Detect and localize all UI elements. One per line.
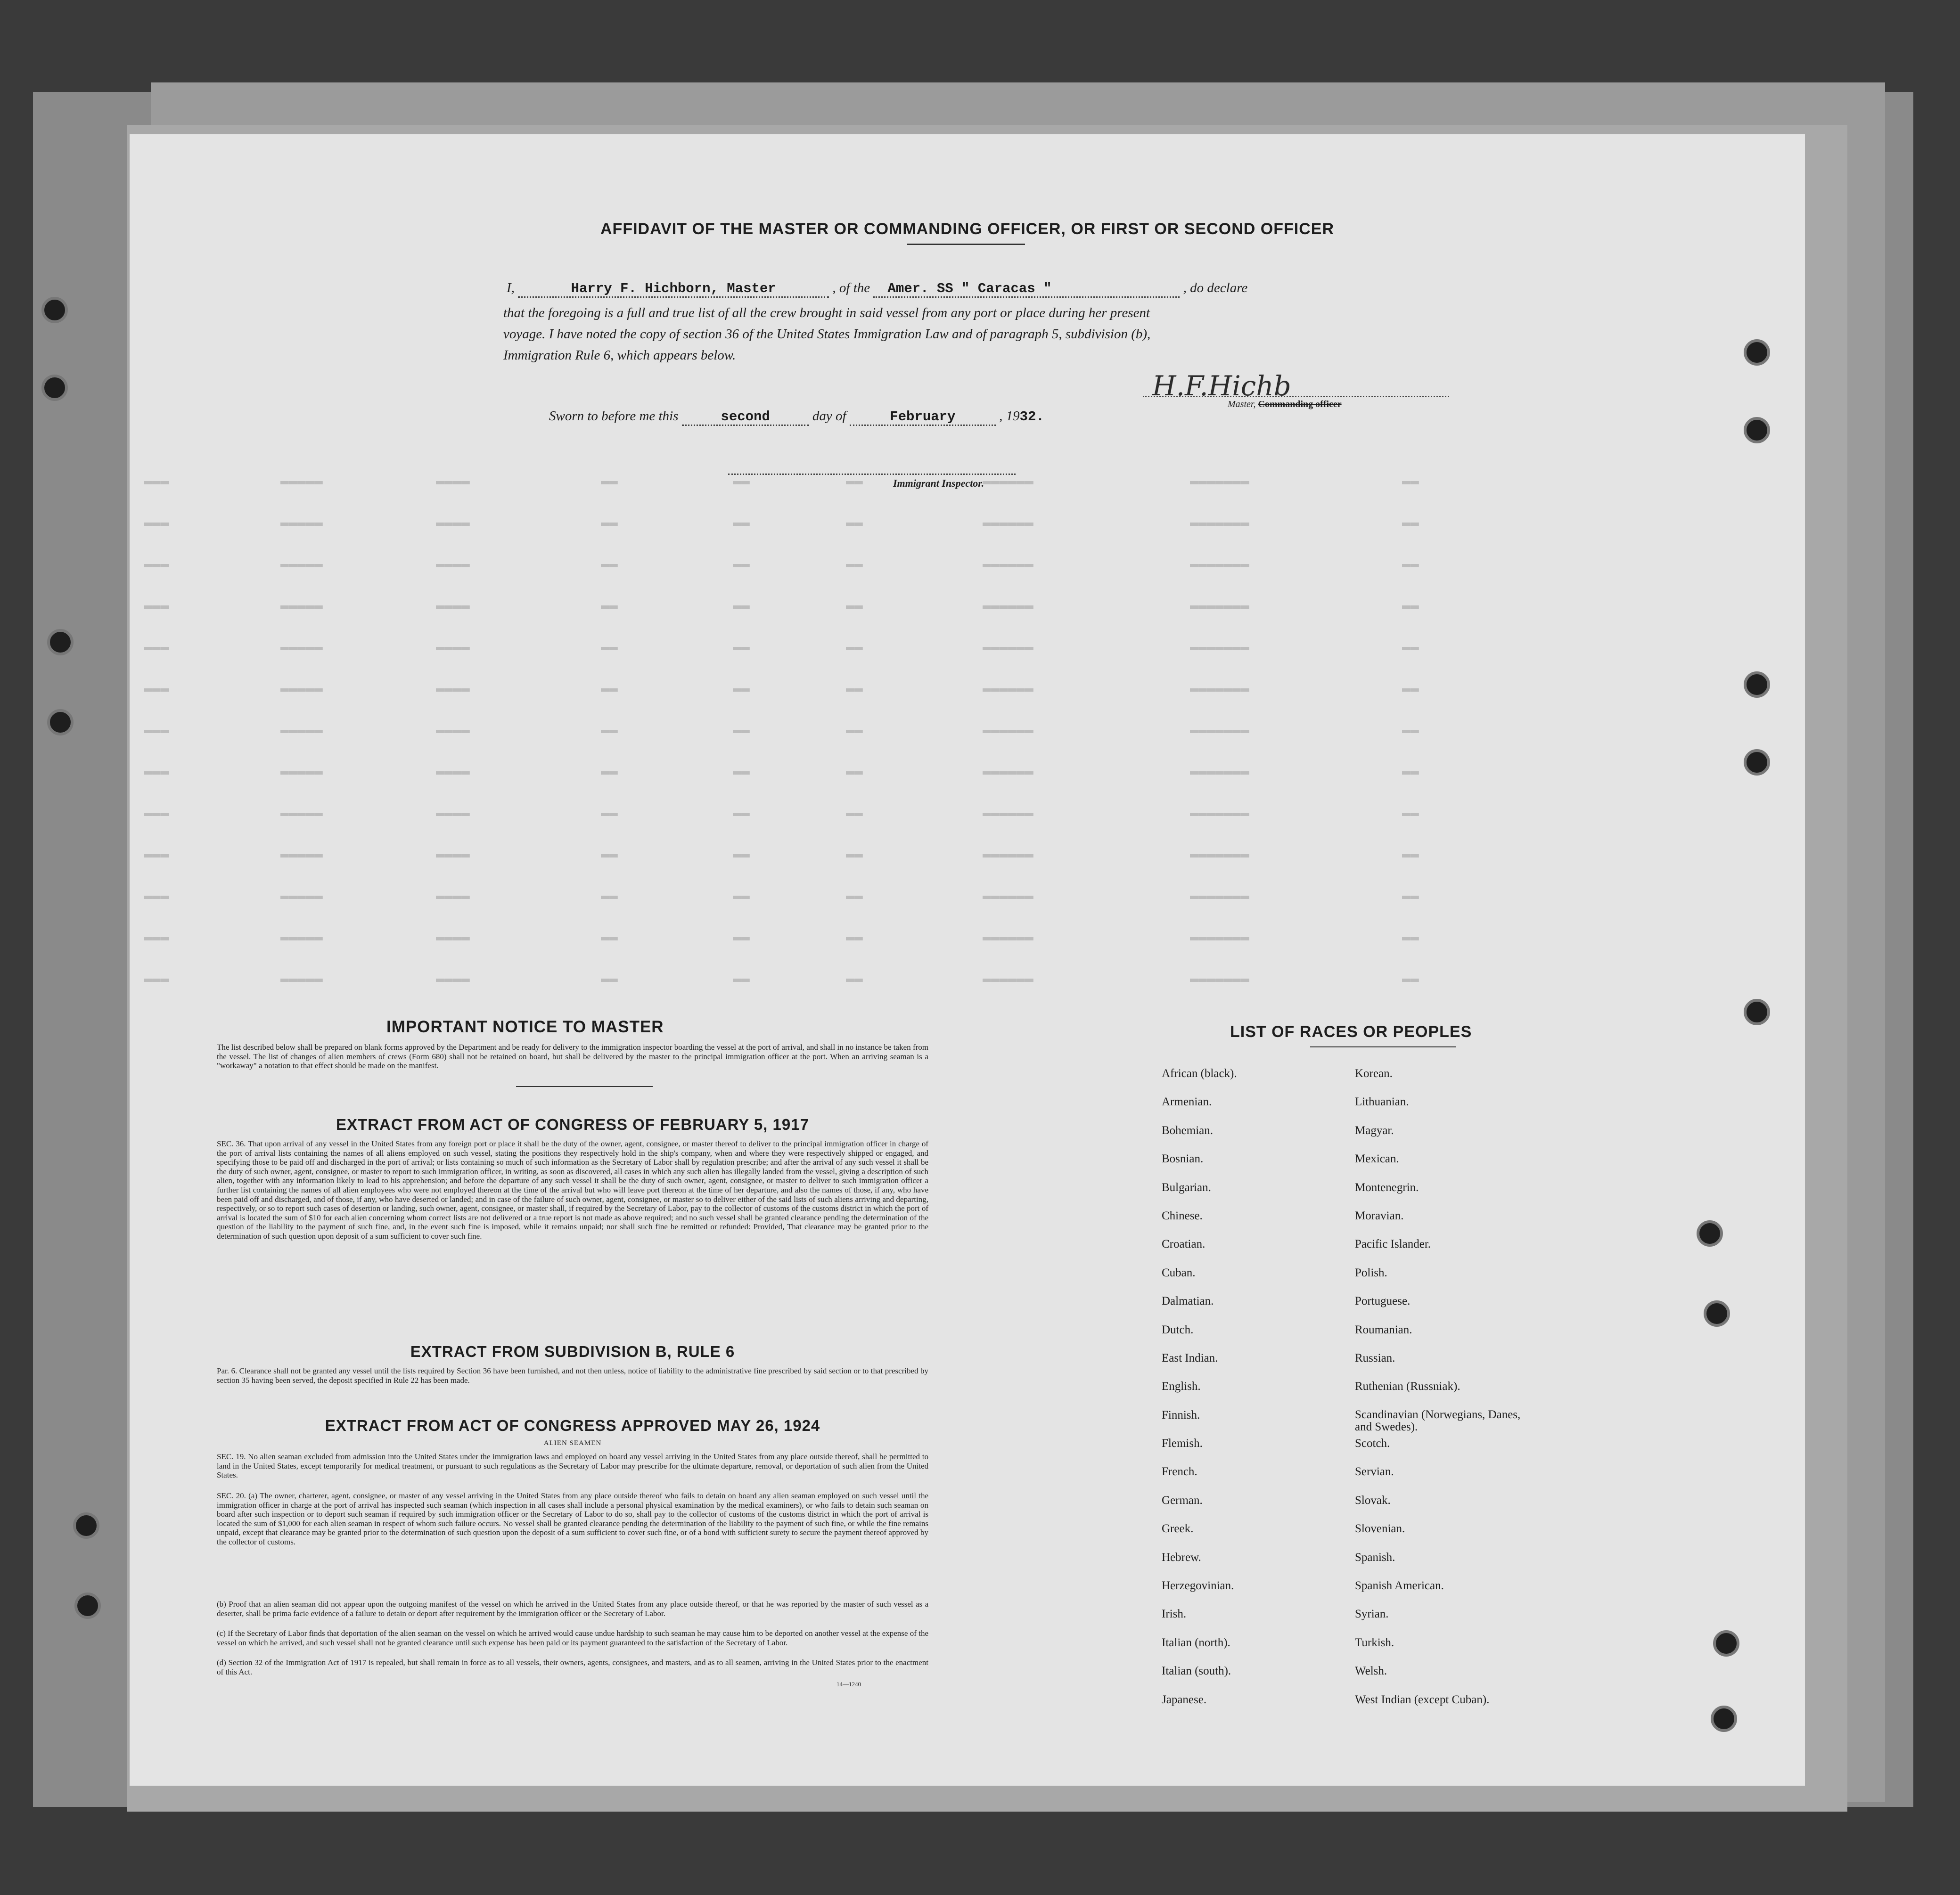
extract-1924-sec20c: (c) If the Secretary of Labor finds that deportation of the alien seaman on the vessel on which he arrived would cause undue hardship to such seaman he may cause him to be deported on another vessel at the expense of the vessel on which he arrived, and such vessel shall not be granted clearance until such expense has been paid or its payment guaranteed to the satisfaction of the Secretary of Labor.: [217, 1629, 928, 1647]
bleed-through-mark: ▬▬▬▬▬▬▬: [1190, 598, 1250, 614]
bleed-through-mark: ▬▬▬▬: [436, 598, 470, 614]
race-item: Syrian.: [1355, 1608, 1389, 1621]
bleed-through-mark: ▬▬▬▬▬: [280, 971, 323, 987]
bleed-through-mark: ▬▬▬▬▬▬: [983, 722, 1034, 738]
bleed-through-mark: ▬▬▬▬▬▬▬: [1190, 515, 1250, 531]
race-item: Italian (north).: [1162, 1636, 1230, 1649]
race-item: Slovenian.: [1355, 1522, 1405, 1536]
bleed-through-mark: ▬▬: [1402, 639, 1419, 655]
year-prefix: , 19: [999, 408, 1020, 424]
bleed-through-mark: ▬▬: [846, 598, 863, 614]
bleed-through-mark: ▬▬▬▬▬▬▬: [1190, 556, 1250, 572]
binder-hole: [41, 375, 68, 401]
manifest-page: [130, 134, 1805, 1786]
extract-1924-sec19: SEC. 19. No alien seaman excluded from admission into the United States under the immigration laws and employed on board any vessel arriving in the United States from any place outside thereof, shall be permitted to land in the United States, except temporarily for medical treatment, or pursuant to such regulations as the Secretary of Labor may prescribe for the ultimate departure, removal, or deportation of such alien from the United States.: [217, 1452, 928, 1480]
race-item: Bulgarian.: [1162, 1181, 1211, 1194]
bleed-through-mark: ▬▬: [733, 764, 750, 780]
extract-rule6-text: Par. 6. Clearance shall not be granted any vessel until the lists required by Section 36 have been furnished, and not then unless, notice of liability to the administrative fine prescribed by said section or to that prescribed by section 35 having been served, the deposit specified in Rule 22 has been made.: [217, 1366, 928, 1385]
declaration-statement: [503, 302, 1573, 366]
extract-1924-sec20b: (b) Proof that an alien seaman did not appear upon the outgoing manifest of the vessel on which he arrived in the United States from any place outside thereof, or that he was reported by the master of such vessel as a deserter, shall be prima facie evidence of a failure to detain or deport after requirement by the immigration officer or the Secretary of Labor.: [217, 1600, 928, 1618]
bleed-through-mark: ▬▬▬▬: [436, 764, 470, 780]
bleed-through-mark: ▬▬: [733, 888, 750, 904]
bleed-through-mark: ▬▬▬: [144, 847, 170, 863]
bleed-through-mark: ▬▬▬: [144, 805, 170, 821]
bleed-through-mark: ▬▬: [846, 722, 863, 738]
title-rule: [907, 244, 1025, 245]
bleed-through-mark: ▬▬▬▬▬▬: [983, 515, 1034, 531]
bleed-through-mark: ▬▬: [601, 888, 618, 904]
bleed-through-mark: ▬▬: [1402, 930, 1419, 946]
bleed-through-mark: ▬▬▬▬▬: [280, 722, 323, 738]
bleed-through-mark: ▬▬: [601, 474, 618, 490]
bleed-through-mark: ▬▬: [1402, 847, 1419, 863]
inspector-signature-line: [728, 474, 1016, 475]
bleed-through-mark: ▬▬▬▬▬▬: [983, 764, 1034, 780]
vessel-name: Amer. SS " Caracas ": [873, 281, 1180, 298]
bleed-through-mark: ▬▬▬▬: [436, 971, 470, 987]
race-item: Spanish.: [1355, 1551, 1395, 1564]
race-item: Slovak.: [1355, 1494, 1391, 1507]
race-item: Roumanian.: [1355, 1323, 1412, 1336]
bleed-through-mark: ▬▬▬: [144, 474, 170, 490]
bleed-through-mark: ▬▬▬▬▬▬▬: [1190, 805, 1250, 821]
bleed-through-mark: ▬▬▬▬▬▬: [983, 681, 1034, 697]
bleed-through-mark: ▬▬▬▬: [436, 847, 470, 863]
bleed-through-mark: ▬▬: [601, 805, 618, 821]
struck-caption: Commanding officer: [1258, 399, 1342, 409]
race-item: Moravian.: [1355, 1209, 1404, 1222]
i-label: I,: [507, 280, 515, 295]
race-item: Bohemian.: [1162, 1124, 1214, 1137]
extract-1924-subtitle: ALIEN SEAMEN: [543, 1439, 602, 1447]
notice-title: IMPORTANT NOTICE TO MASTER: [386, 1018, 664, 1036]
bleed-through-mark: ▬▬▬: [144, 556, 170, 572]
bleed-through-mark: ▬▬▬▬▬▬: [983, 847, 1034, 863]
bleed-through-mark: ▬▬: [1402, 805, 1419, 821]
race-item: Scandinavian (Norwegians, Danes, and Swedes).: [1355, 1408, 1521, 1433]
of-the-label: , of the: [832, 280, 870, 295]
bleed-through-mark: ▬▬: [846, 639, 863, 655]
race-item: West Indian (except Cuban).: [1355, 1693, 1490, 1706]
bleed-through-mark: ▬▬: [1402, 598, 1419, 614]
bleed-through-mark: ▬▬▬▬: [436, 722, 470, 738]
bleed-through-mark: ▬▬▬▬▬: [280, 681, 323, 697]
binder-hole: [74, 1593, 101, 1619]
bleed-through-mark: ▬▬▬▬▬: [280, 474, 323, 490]
affidavit-title: AFFIDAVIT OF THE MASTER OR COMMANDING OFFICER, OR FIRST OR SECOND OFFICER: [600, 220, 1334, 238]
extract-rule6-title: EXTRACT FROM SUBDIVISION B, RULE 6: [410, 1343, 735, 1360]
bleed-through-mark: ▬▬: [733, 474, 750, 490]
bleed-through-mark: ▬▬: [733, 515, 750, 531]
bleed-through-mark: ▬▬▬: [144, 930, 170, 946]
bleed-through-mark: ▬▬: [601, 639, 618, 655]
declaration-line: [507, 280, 1567, 298]
bleed-through-mark: ▬▬: [733, 722, 750, 738]
bleed-through-mark: ▬▬▬▬: [436, 639, 470, 655]
bleed-through-mark: ▬▬▬▬▬▬▬: [1190, 474, 1250, 490]
bleed-through-mark: ▬▬: [733, 598, 750, 614]
bleed-through-mark: ▬▬▬▬▬▬▬: [1190, 847, 1250, 863]
bleed-through-mark: ▬▬▬▬▬▬▬: [1190, 888, 1250, 904]
bleed-through-mark: ▬▬: [733, 847, 750, 863]
race-item: Dutch.: [1162, 1323, 1194, 1336]
statement-line: that the foregoing is a full and true list of all the crew brought in said vessel from any port or place during her present: [503, 305, 1150, 320]
master-signature: H.F.Hichb: [1152, 370, 1291, 402]
bleed-through-mark: ▬▬: [733, 556, 750, 572]
sworn-day: second: [682, 409, 809, 426]
race-item: Korean.: [1355, 1067, 1393, 1080]
binder-hole: [73, 1512, 99, 1539]
bleed-through-mark: ▬▬▬▬▬▬▬: [1190, 930, 1250, 946]
race-item: French.: [1162, 1465, 1197, 1478]
binder-hole: [1711, 1706, 1737, 1732]
bleed-through-mark: ▬▬▬: [144, 639, 170, 655]
race-item: Finnish.: [1162, 1408, 1200, 1421]
bleed-through-mark: ▬▬: [846, 681, 863, 697]
bleed-through-mark: ▬▬▬: [144, 888, 170, 904]
binder-hole: [1697, 1220, 1723, 1247]
race-item: Polish.: [1355, 1266, 1387, 1279]
race-item: Japanese.: [1162, 1693, 1207, 1706]
bleed-through-mark: ▬▬▬▬▬: [280, 805, 323, 821]
bleed-through-mark: ▬▬▬▬▬: [280, 598, 323, 614]
races-right-column: [1355, 1067, 1525, 1722]
race-item: Cuban.: [1162, 1266, 1196, 1279]
race-item: Italian (south).: [1162, 1665, 1231, 1678]
statement-line: voyage. I have noted the copy of section 36 of the United States Immigration Law and of paragraph 5, subdivision (b),: [503, 327, 1151, 342]
race-item: Pacific Islander.: [1355, 1238, 1431, 1251]
bleed-through-mark: ▬▬: [1402, 722, 1419, 738]
extract-1917-text: SEC. 36. That upon arrival of any vessel in the United States from any foreign port or place it shall be the duty of the owner, agent, consignee, or master thereof to deliver to the principal immigration officer in charge of the port of arrival lists containing the names of all aliens employed on such vessel, stating the positions they respectively hold in the ship's company, when and where they were respectively shipped or engaged, and specifying those to be paid off and discharged in the port of arrival; or lists containing so much of such information as the Secretary of Labor shall by regulation prescribe; and after the arrival of any such vessel it shall be the duty of such owner, agent, consignee, or master to report to such immigration officer, in writing, as soon as discovered, all cases in which any such alien has illegally landed from the vessel, giving a description of such alien, together with any information likely to lead to his apprehension; and before the departure of any such vessel it shall be the duty of such owner, agent, consignee, or master to deliver to such immigration officer a further list containing the names of all alien employees who were not employed thereon at the time of the arrival but who will leave port thereon at the time of her departure, and also the names of those, if any, who have been paid off and discharged, and of those, if any, who have deserted or landed; and in case of the failure of such owner, agent, consignee, or master so to deliver either of the said lists of such aliens arriving and departing, respectively, or so to report such cases of desertion or landing, such owner, agent, consignee, or master shall, if required by the Secretary of Labor, pay to the collector of customs of the customs district in which the port of arrival is located the sum of $10 for each alien concerning whom correct lists are not delivered or a true report is not made as above required; and no such vessel shall be granted clearance pending the determination of the question of the liability to the payment of such fine, and, in the event such fine is imposed, while it remains unpaid; nor shall such fine be remitted or refunded: Provided, That clearance may be granted prior to the determination of such question upon deposit of a sum sufficient to cover such fine.: [217, 1139, 928, 1241]
extract-1924-sec20a: SEC. 20. (a) The owner, charterer, agent, consignee, or master of any vessel arriving in the United States from any place outside thereof who fails to detain on board any alien seaman employed on such vessel until the immigration officer in charge at the port of arrival has inspected such seaman (which inspection in all cases shall include a personal physical examination by the medical examiners), or who fails to detain such seaman on board after such inspection or to deport such seaman if required by such immigration officer or the Secretary of Labor to do so, shall pay to the collector of customs of the customs district in which the port of arrival is located the sum of $1,000 for each alien seaman in respect of whom such failure occurs. No vessel shall be granted clearance pending the determination of the liability to the payment of such fine, or while the fine remains unpaid, except that clearance may be granted prior to the determination of such question upon the deposit of a sum sufficient to cover such fine, or of a bond with sufficient surety to secure the payment thereof approved by the collector of customs.: [217, 1491, 928, 1546]
bleed-through-mark: ▬▬▬▬▬▬: [983, 805, 1034, 821]
bleed-through-mark: ▬▬: [1402, 971, 1419, 987]
race-item: Welsh.: [1355, 1665, 1387, 1678]
bleed-through-mark: ▬▬: [601, 515, 618, 531]
bleed-through-mark: ▬▬▬▬▬: [280, 764, 323, 780]
bleed-through-mark: ▬▬▬: [144, 598, 170, 614]
form-number: 14—1240: [836, 1681, 861, 1688]
day-of-label: day of: [812, 408, 846, 424]
bleed-through-mark: ▬▬: [1402, 474, 1419, 490]
inspector-label: Immigrant Inspector.: [893, 477, 984, 489]
bleed-through-mark: ▬▬▬: [144, 971, 170, 987]
bleed-through-mark: ▬▬: [1402, 764, 1419, 780]
bleed-through-mark: ▬▬: [1402, 556, 1419, 572]
bleed-through-mark: ▬▬▬▬▬▬: [983, 888, 1034, 904]
sworn-month: February: [850, 409, 996, 426]
declarant-name: Harry F. Hichborn, Master: [518, 281, 829, 298]
bleed-through-mark: ▬▬▬: [144, 515, 170, 531]
bleed-through-mark: ▬▬▬▬: [436, 930, 470, 946]
races-title: LIST OF RACES OR PEOPLES: [1230, 1023, 1472, 1041]
race-item: English.: [1162, 1380, 1201, 1393]
race-item: Greek.: [1162, 1522, 1194, 1536]
bleed-through-mark: ▬▬: [601, 556, 618, 572]
bleed-through-mark: ▬▬: [846, 805, 863, 821]
signature-line: [1143, 396, 1449, 397]
races-left-column: [1162, 1067, 1237, 1722]
race-item: Dalmatian.: [1162, 1295, 1214, 1308]
bleed-through-mark: ▬▬▬▬: [436, 681, 470, 697]
bleed-through-mark: ▬▬: [601, 930, 618, 946]
bleed-through-mark: ▬▬▬▬▬: [280, 639, 323, 655]
race-item: Irish.: [1162, 1608, 1187, 1621]
binder-hole: [1744, 671, 1770, 698]
bleed-through-mark: ▬▬: [846, 764, 863, 780]
bleed-through-mark: ▬▬▬▬: [436, 515, 470, 531]
bleed-through-mark: ▬▬▬▬▬▬: [983, 639, 1034, 655]
race-item: East Indian.: [1162, 1351, 1218, 1364]
race-item: Spanish American.: [1355, 1579, 1444, 1593]
bleed-through-mark: ▬▬: [733, 639, 750, 655]
bleed-through-mark: ▬▬: [733, 930, 750, 946]
sworn-line: [549, 408, 1044, 426]
bleed-through-mark: ▬▬▬: [144, 681, 170, 697]
binder-hole: [47, 709, 74, 735]
binder-hole: [41, 297, 68, 323]
binder-hole: [1744, 339, 1770, 366]
notice-text: The list described below shall be prepared on blank forms approved by the Department and be ready for delivery to the immigration inspector boarding the vessel at the port of arrival, and shall in no instance be taken from the vessel. The list of changes of alien members of crews (Form 680) shall not be retained on board, but shall be delivered by the master to the principal immigration officer at the port. When an arriving seaman is a "workaway" a notation to that effect should be made on the manifest.: [217, 1043, 928, 1070]
bleed-through-mark: ▬▬: [601, 971, 618, 987]
bleed-through-mark: ▬▬▬▬▬▬▬: [1190, 971, 1250, 987]
master-caption: Master,: [1228, 399, 1256, 409]
binder-hole: [1744, 749, 1770, 776]
race-item: Croatian.: [1162, 1238, 1206, 1251]
bleed-through-mark: ▬▬: [733, 971, 750, 987]
bleed-through-mark: ▬▬▬▬▬▬: [983, 598, 1034, 614]
bleed-through-mark: ▬▬: [601, 847, 618, 863]
binder-hole: [1744, 999, 1770, 1025]
bleed-through-mark: ▬▬▬: [144, 764, 170, 780]
race-item: African (black).: [1162, 1067, 1237, 1080]
bleed-through-mark: ▬▬: [733, 681, 750, 697]
bleed-through-mark: ▬▬: [846, 556, 863, 572]
race-item: Montenegrin.: [1355, 1181, 1419, 1194]
bleed-through-mark: ▬▬: [601, 764, 618, 780]
bleed-through-mark: ▬▬: [601, 681, 618, 697]
bleed-through-mark: ▬▬▬▬▬▬: [983, 971, 1034, 987]
binder-hole: [1704, 1300, 1730, 1327]
race-item: Turkish.: [1355, 1636, 1394, 1649]
bleed-through-mark: ▬▬▬▬▬▬▬: [1190, 681, 1250, 697]
race-item: Magyar.: [1355, 1124, 1394, 1137]
race-item: German.: [1162, 1494, 1203, 1507]
bleed-through-mark: ▬▬: [601, 598, 618, 614]
binder-hole: [1713, 1630, 1739, 1657]
bleed-through-mark: ▬▬: [1402, 515, 1419, 531]
bleed-through-mark: ▬▬: [601, 722, 618, 738]
bleed-through-mark: ▬▬: [846, 515, 863, 531]
extract-1924-sec20d: (d) Section 32 of the Immigration Act of 1917 is repealed, but shall remain in force as to all vessels, their owners, agents, consignees, and masters, and as to all seamen, arriving in the United States prior to the enactment of this Act.: [217, 1658, 928, 1676]
extract-1917-title: EXTRACT FROM ACT OF CONGRESS OF FEBRUARY 5, 1917: [336, 1116, 809, 1133]
bleed-through-mark: ▬▬▬: [144, 722, 170, 738]
bleed-through-mark: ▬▬▬▬: [436, 805, 470, 821]
bleed-through-mark: ▬▬▬▬▬▬▬: [1190, 639, 1250, 655]
bleed-through-mark: ▬▬: [846, 847, 863, 863]
bleed-through-mark: ▬▬: [1402, 888, 1419, 904]
bleed-through-mark: ▬▬: [846, 888, 863, 904]
race-item: Mexican.: [1355, 1152, 1399, 1166]
bleed-through-mark: ▬▬: [846, 474, 863, 490]
race-item: Russian.: [1355, 1351, 1395, 1364]
bleed-through-mark: ▬▬▬▬▬▬: [983, 474, 1034, 490]
race-item: Lithuanian.: [1355, 1095, 1409, 1109]
bleed-through-mark: ▬▬▬▬▬▬▬: [1190, 764, 1250, 780]
binder-hole: [47, 629, 74, 655]
binder-hole: [1744, 417, 1770, 443]
race-item: Ruthenian (Russniak).: [1355, 1380, 1460, 1393]
bleed-through-mark: ▬▬▬▬▬: [280, 888, 323, 904]
bleed-through-mark: ▬▬▬▬: [436, 556, 470, 572]
sworn-label: Sworn to before me this: [549, 408, 679, 424]
bleed-through-mark: ▬▬▬▬▬: [280, 847, 323, 863]
sworn-year: 32.: [1019, 409, 1044, 425]
bleed-through-mark: ▬▬▬▬▬: [280, 556, 323, 572]
statement-line: Immigration Rule 6, which appears below.: [503, 348, 736, 363]
bleed-through-mark: ▬▬: [846, 930, 863, 946]
bleed-through-mark: ▬▬: [733, 805, 750, 821]
race-item: Chinese.: [1162, 1209, 1203, 1222]
extract-1924-title: EXTRACT FROM ACT OF CONGRESS APPROVED MAY 26, 1924: [325, 1417, 820, 1434]
race-item: Servian.: [1355, 1465, 1394, 1478]
race-item: Scotch.: [1355, 1437, 1390, 1450]
race-item: Herzegovinian.: [1162, 1579, 1234, 1593]
bleed-through-mark: ▬▬▬▬▬: [280, 930, 323, 946]
declare-label: , do declare: [1183, 280, 1248, 295]
race-item: Portuguese.: [1355, 1295, 1411, 1308]
signature-caption: [1228, 399, 1342, 410]
bleed-through-mark: ▬▬: [846, 971, 863, 987]
race-item: Bosnian.: [1162, 1152, 1204, 1166]
races-rule: [1310, 1046, 1456, 1047]
bleed-through-mark: ▬▬▬▬: [436, 474, 470, 490]
bleed-through-mark: ▬▬▬▬: [436, 888, 470, 904]
bleed-through-mark: ▬▬▬▬▬▬: [983, 556, 1034, 572]
notice-rule: [516, 1086, 653, 1087]
bleed-through-mark: ▬▬: [1402, 681, 1419, 697]
race-item: Armenian.: [1162, 1095, 1212, 1109]
bleed-through-mark: ▬▬▬▬▬▬: [983, 930, 1034, 946]
bleed-through-mark: ▬▬▬▬▬▬▬: [1190, 722, 1250, 738]
race-item: Hebrew.: [1162, 1551, 1201, 1564]
bleed-through-mark: ▬▬▬▬▬: [280, 515, 323, 531]
race-item: Flemish.: [1162, 1437, 1203, 1450]
